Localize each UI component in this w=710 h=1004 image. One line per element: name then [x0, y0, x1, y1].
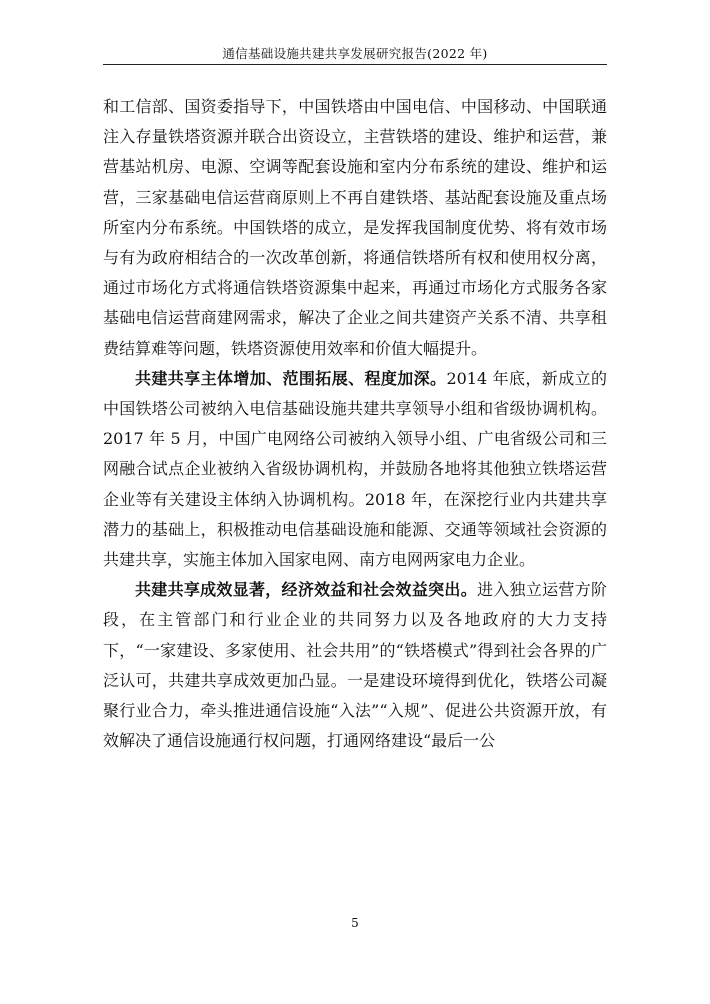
paragraph-2 — [103, 364, 607, 575]
paragraph-2-text: 2014 年底，新成立的中国铁塔公司被纳入电信基础设施共建共享领导小组和省级协调机构。2017 年 5 月，中国广电网络公司被纳入领导小组、广电省级公司和三网融合试点企业被纳入省级协调机构，并鼓励各地将其他独立铁塔运营企业等有关建设主体纳入协调机构。2018 年，在深挖行业内共建共享潜力的基础上，积极推动电信基础设施和能源、交通等领域社会资源的共建共享，实施主体加入国家电网、南方电网两家电力企业。 — [103, 368, 607, 570]
paragraph-1 — [103, 92, 607, 364]
paragraph-3-lead: 共建共享成效显著，经济效益和社会效益突出。 — [135, 580, 477, 600]
page-header-title: 通信基础设施共建共享发展研究报告(2022 年) — [222, 46, 488, 61]
paragraph-3 — [103, 575, 607, 756]
paragraph-2-lead: 共建共享主体增加、范围拓展、程度加深。 — [135, 368, 447, 388]
body-text — [103, 92, 607, 756]
page-number: 5 — [351, 916, 359, 930]
header-rule — [103, 64, 607, 65]
paragraph-1-text: 和工信部、国资委指导下，中国铁塔由中国电信、中国移动、中国联通注入存量铁塔资源并联合出资设立，主营铁塔的建设、维护和运营，兼营基站机房、电源、空调等配套设施和室内分布系统的建设、维护和运营，三家基础电信运营商原则上不再自建铁塔、基站配套设施及重点场所室内分布系统。中国铁塔的成立，是发挥我国制度优势、将有效市场与有为政府相结合的一次改革创新，将通信铁塔所有权和使用权分离，通过市场化方式将通信铁塔资源集中起来，再通过市场化方式服务各家基础电信运营商建网需求，解决了企业之间共建资产关系不清、共享租费结算难等问题，铁塔资源使用效率和价值大幅提升。 — [103, 97, 607, 358]
paragraph-3-text: 进入独立运营方阶段，在主管部门和行业企业的共同努力以及各地政府的大力支持下，“一家建设、多家使用、社会共用”的“铁塔模式”得到社会各界的广泛认可，共建共享成效更加凸显。一是建设环境得到优化，铁塔公司凝聚行业合力，牵头推进通信设施“入法”“入规”、促进公共资源开放，有效解决了通信设施通行权问题，打通网络建设“最后一公 — [103, 580, 607, 751]
